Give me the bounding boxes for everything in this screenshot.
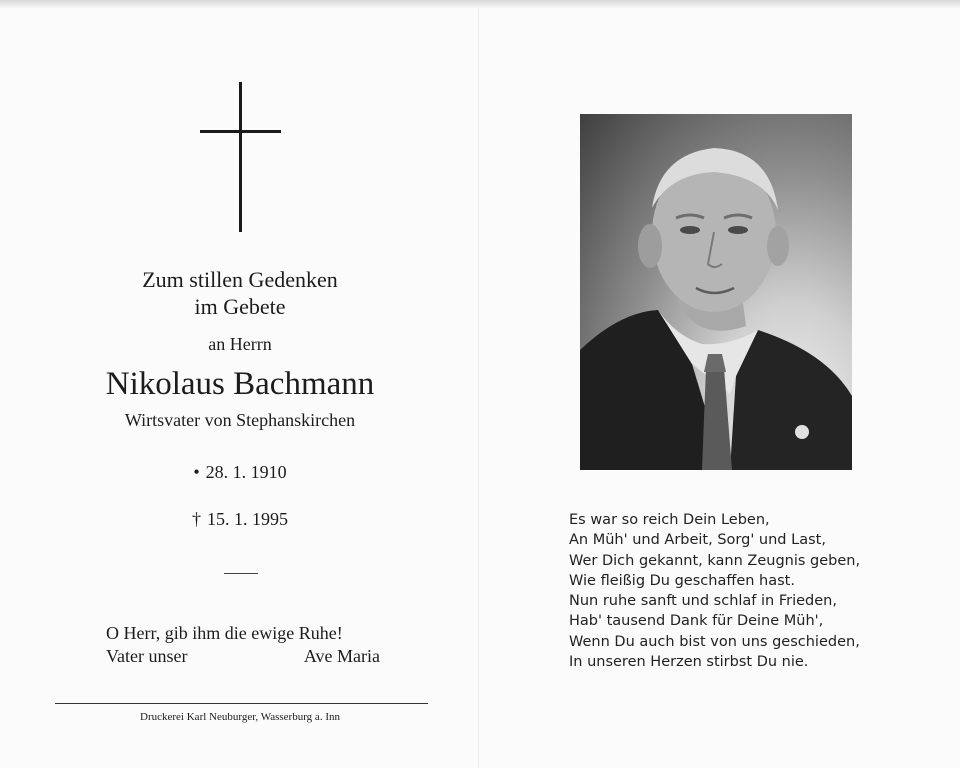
memorial-heading: [40, 266, 440, 320]
cross-horizontal-bar: [200, 130, 281, 133]
death-date-line: [40, 508, 440, 530]
cross-icon: [200, 82, 281, 232]
heading-line-1: Zum stillen Gedenken: [142, 267, 338, 292]
birth-symbol: •: [193, 462, 200, 482]
portrait-eye-right: [728, 226, 748, 234]
poem-line: An Müh' und Arbeit, Sorg' und Last,: [569, 532, 826, 549]
portrait-jacket-right: [730, 330, 852, 470]
prayer-line-2: [106, 645, 380, 668]
deceased-name: Nikolaus Bachmann: [105, 366, 375, 402]
heading-line-2: im Gebete: [194, 294, 286, 319]
prayer-vater-unser: Vater unser: [106, 646, 188, 666]
poem: [569, 510, 899, 672]
poem-line: Wie fleißig Du geschaffen hast.: [569, 572, 795, 589]
poem-line: Hab' tausend Dank für Deine Müh',: [569, 613, 824, 630]
birth-date: 28. 1. 1910: [205, 462, 287, 482]
portrait-jacket-left: [580, 310, 724, 470]
divider-dash: [224, 573, 258, 574]
poem-line: Wer Dich gekannt, kann Zeugnis geben,: [569, 552, 861, 569]
death-date: 15. 1. 1995: [207, 509, 288, 529]
birth-date-line: [40, 461, 440, 483]
poem-line: Wenn Du auch bist von uns geschieden,: [569, 633, 860, 650]
prayer: [106, 622, 380, 668]
portrait-lapel-pin: [795, 425, 809, 439]
prayer-ave-maria: Ave Maria: [303, 646, 380, 666]
death-symbol: †: [192, 509, 201, 529]
portrait-photo: [580, 114, 852, 470]
poem-line: Es war so reich Dein Leben,: [569, 512, 770, 528]
prayer-line-1: O Herr, gib ihm die ewige Ruhe!: [106, 623, 343, 643]
poem-line: Nun ruhe sanft und schlaf in Frieden,: [569, 593, 837, 610]
portrait-eye-left: [680, 226, 700, 234]
salutation: an Herrn: [208, 334, 272, 354]
occupation: Wirtsvater von Stephanskirchen: [124, 410, 356, 430]
footer-rule: [55, 703, 428, 704]
cross-vertical-bar: [239, 82, 242, 232]
poem-line: In unseren Herzen stirbst Du nie.: [569, 654, 809, 671]
portrait-ear-left: [638, 224, 662, 268]
printer-credit: Druckerei Karl Neuburger, Wasserburg a. Inn: [140, 711, 340, 723]
portrait-ear-right: [767, 226, 789, 266]
portrait-drawing: [580, 114, 852, 470]
